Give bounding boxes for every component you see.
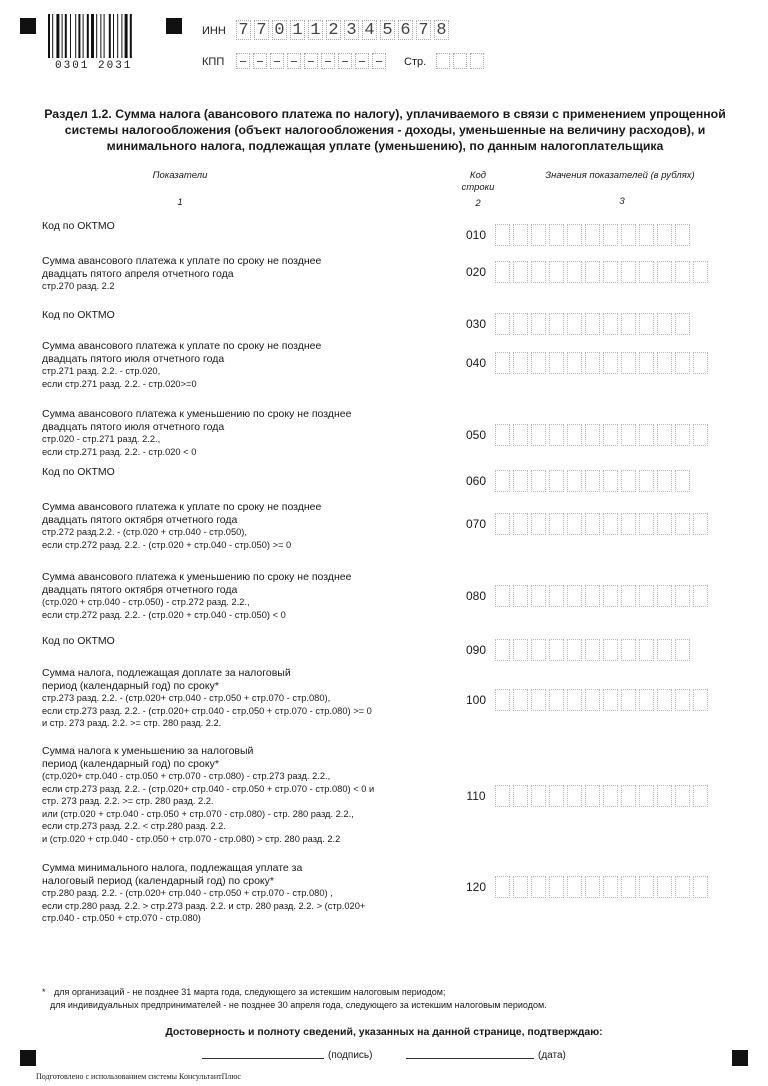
kpp-digit-cell[interactable]: – bbox=[355, 53, 369, 69]
digit-cell[interactable] bbox=[585, 585, 600, 607]
corner-marker-top-left bbox=[20, 18, 36, 34]
row-formula-line: стр.271 разд. 2.2. - стр.020, bbox=[42, 366, 161, 376]
amount-input-020[interactable] bbox=[495, 261, 711, 283]
digit-cell[interactable] bbox=[585, 261, 600, 283]
row-label-030 bbox=[42, 309, 422, 322]
kpp-digit-cell[interactable]: – bbox=[304, 53, 318, 69]
digit-cell[interactable] bbox=[657, 424, 672, 446]
page-number-field[interactable] bbox=[436, 53, 487, 69]
digit-cell[interactable] bbox=[567, 639, 582, 661]
digit-cell[interactable] bbox=[531, 585, 546, 607]
row-formula-line: стр.280 разд. 2.2. - (стр.020+ стр.040 - стр.050 + стр.070 - стр.080) , bbox=[42, 888, 333, 898]
digit-cell[interactable] bbox=[495, 313, 510, 335]
row-formula-line: если стр.272 разд. 2.2. - (стр.020 + стр.040 - стр.050) < 0 bbox=[42, 609, 286, 620]
page-digit-cell[interactable] bbox=[436, 53, 450, 69]
corner-marker-top-center bbox=[166, 18, 182, 34]
digit-cell[interactable] bbox=[639, 352, 654, 374]
digit-cell[interactable] bbox=[567, 876, 582, 898]
row-formula-line: (стр.020 + стр.040 - стр.050) - стр.272 разд. 2.2., bbox=[42, 597, 250, 607]
digit-cell[interactable] bbox=[603, 313, 618, 335]
confirmation-text: Достоверность и полноту сведений, указанных на данной странице, подтверждаю: bbox=[165, 1026, 603, 1038]
row-label-120 bbox=[42, 862, 422, 925]
digit-cell[interactable] bbox=[621, 352, 636, 374]
barcode-bar bbox=[75, 14, 76, 58]
digit-cell[interactable] bbox=[495, 639, 510, 661]
digit-cell[interactable] bbox=[513, 513, 528, 535]
page-digit-cell[interactable] bbox=[453, 53, 467, 69]
kpp-digit-cell[interactable]: – bbox=[253, 53, 267, 69]
barcode-bar bbox=[121, 14, 122, 58]
digit-cell[interactable] bbox=[531, 224, 546, 246]
amount-input-080[interactable] bbox=[495, 585, 711, 607]
row-formula-line: (стр.020+ стр.040 - стр.050 + стр.070 - стр.080) - стр.273 разд. 2.2., bbox=[42, 771, 331, 781]
digit-cell[interactable] bbox=[603, 785, 618, 807]
inn-field[interactable] bbox=[236, 20, 452, 40]
footnote-line-1: для организаций - не позднее 31 марта года, следующего за истекшим налоговым периодом; bbox=[54, 987, 446, 997]
digit-cell[interactable] bbox=[675, 585, 690, 607]
column-header-indicators: Показатели bbox=[152, 170, 208, 181]
source-note: Подготовлено с использованием системы КонсультантПлюс bbox=[36, 1072, 241, 1081]
footnote-mark: * bbox=[42, 987, 46, 997]
digit-cell[interactable] bbox=[639, 224, 654, 246]
barcode-image bbox=[48, 14, 152, 58]
digit-cell[interactable] bbox=[693, 352, 708, 374]
digit-cell[interactable] bbox=[549, 470, 564, 492]
digit-cell[interactable] bbox=[621, 689, 636, 711]
digit-cell[interactable] bbox=[603, 352, 618, 374]
row-label-line: Сумма минимального налога, подлежащая уплате за bbox=[42, 862, 303, 874]
digit-cell[interactable] bbox=[549, 513, 564, 535]
signature-line[interactable] bbox=[202, 1058, 324, 1059]
digit-cell[interactable] bbox=[531, 424, 546, 446]
inn-label: ИНН bbox=[202, 25, 226, 37]
kpp-digit-cell[interactable]: – bbox=[372, 53, 386, 69]
row-label-line: Сумма авансового платежа к уплате по сроку не позднее bbox=[42, 501, 322, 513]
digit-cell[interactable] bbox=[513, 876, 528, 898]
inn-digit-cell[interactable]: 7 bbox=[416, 20, 431, 40]
digit-cell[interactable] bbox=[639, 585, 654, 607]
digit-cell[interactable] bbox=[639, 470, 654, 492]
column-number-3: 3 bbox=[619, 196, 625, 207]
digit-cell[interactable] bbox=[603, 689, 618, 711]
digit-cell[interactable] bbox=[621, 313, 636, 335]
digit-cell[interactable] bbox=[513, 424, 528, 446]
row-code-110: 110 bbox=[466, 789, 486, 803]
digit-cell[interactable] bbox=[531, 689, 546, 711]
inn-digit-cell[interactable]: 3 bbox=[344, 20, 359, 40]
row-label-line: Сумма авансового платежа к уплате по сроку не позднее bbox=[42, 340, 322, 352]
row-code-080: 080 bbox=[465, 589, 487, 603]
inn-digit-cell[interactable]: 8 bbox=[434, 20, 449, 40]
digit-cell[interactable] bbox=[675, 639, 690, 661]
row-label-050 bbox=[42, 408, 422, 458]
row-code-030: 030 bbox=[465, 317, 487, 331]
section-title: Раздел 1.2. Сумма налога (авансового платежа по налогу), уплачиваемого в связи с применением упрощенной системы налогообложения (объект налогообложения - доходы, уменьшенные на величину расходов), и минимального налога, подлежащая уплате (уменьшению), по данным налогоплательщика bbox=[44, 107, 726, 153]
barcode-bar bbox=[96, 14, 97, 58]
digit-cell[interactable] bbox=[621, 261, 636, 283]
digit-cell[interactable] bbox=[675, 785, 690, 807]
digit-cell[interactable] bbox=[495, 876, 510, 898]
digit-cell[interactable] bbox=[567, 470, 582, 492]
digit-cell[interactable] bbox=[531, 352, 546, 374]
kpp-digit-cell[interactable]: – bbox=[287, 53, 301, 69]
barcode-bar bbox=[130, 14, 132, 58]
digit-cell[interactable] bbox=[621, 639, 636, 661]
row-code-050: 050 bbox=[465, 428, 487, 442]
row-label-line: Код по ОКТМО bbox=[42, 635, 115, 647]
digit-cell[interactable] bbox=[567, 689, 582, 711]
inn-digit-cell[interactable]: 6 bbox=[398, 20, 413, 40]
digit-cell[interactable] bbox=[657, 261, 672, 283]
digit-cell[interactable] bbox=[585, 224, 600, 246]
digit-cell[interactable] bbox=[567, 352, 582, 374]
digit-cell[interactable] bbox=[549, 639, 564, 661]
inn-digit-cell[interactable]: 1 bbox=[308, 20, 323, 40]
digit-cell[interactable] bbox=[495, 352, 510, 374]
row-formula-line: если стр.280 разд. 2.2. > стр.273 разд. 2.2. и стр. 280 разд. 2.2. > (стр.020+ bbox=[42, 900, 366, 911]
amount-input-120[interactable] bbox=[495, 876, 711, 898]
footnote-line-2: для индивидуальных предпринимателей - не позднее 30 апреля года, следующего за истекшим налоговым периодом. bbox=[50, 1000, 547, 1010]
row-label-080 bbox=[42, 571, 422, 621]
digit-cell[interactable] bbox=[549, 261, 564, 283]
row-label-line: Сумма налога к уменьшению за налоговый bbox=[42, 745, 254, 757]
digit-cell[interactable] bbox=[657, 785, 672, 807]
digit-cell[interactable] bbox=[657, 585, 672, 607]
digit-cell[interactable] bbox=[657, 689, 672, 711]
row-label-110 bbox=[42, 745, 422, 845]
digit-cell[interactable] bbox=[531, 785, 546, 807]
digit-cell[interactable] bbox=[621, 224, 636, 246]
amount-input-040[interactable] bbox=[495, 352, 711, 374]
digit-cell[interactable] bbox=[603, 470, 618, 492]
digit-cell[interactable] bbox=[585, 352, 600, 374]
digit-cell[interactable] bbox=[567, 585, 582, 607]
page-label: Стр. bbox=[404, 56, 427, 68]
barcode-number: 0301 2031 bbox=[55, 60, 133, 72]
digit-cell[interactable] bbox=[603, 585, 618, 607]
oktmo-input-030[interactable] bbox=[495, 313, 693, 335]
digit-cell[interactable] bbox=[621, 424, 636, 446]
digit-cell[interactable] bbox=[513, 785, 528, 807]
oktmo-input-090[interactable] bbox=[495, 639, 693, 661]
digit-cell[interactable] bbox=[513, 261, 528, 283]
digit-cell[interactable] bbox=[693, 785, 708, 807]
corner-marker-bottom-left bbox=[20, 1050, 36, 1066]
amount-input-050[interactable] bbox=[495, 424, 711, 446]
row-label-line: налоговый период (календарный год) по сроку* bbox=[42, 874, 274, 887]
digit-cell[interactable] bbox=[675, 513, 690, 535]
digit-cell[interactable] bbox=[639, 513, 654, 535]
row-label-100 bbox=[42, 667, 422, 730]
digit-cell[interactable] bbox=[495, 424, 510, 446]
kpp-label: КПП bbox=[202, 56, 225, 68]
column-number-2: 2 bbox=[475, 198, 481, 209]
digit-cell[interactable] bbox=[513, 352, 528, 374]
digit-cell[interactable] bbox=[549, 876, 564, 898]
row-formula-line: и (стр.020 + стр.040 - стр.050 + стр.070 - стр.080) > стр. 280 разд. 2.2 bbox=[42, 833, 341, 844]
digit-cell[interactable] bbox=[693, 424, 708, 446]
digit-cell[interactable] bbox=[585, 424, 600, 446]
column-number-1: 1 bbox=[177, 197, 183, 208]
digit-cell[interactable] bbox=[693, 513, 708, 535]
digit-cell[interactable] bbox=[675, 224, 690, 246]
digit-cell[interactable] bbox=[585, 313, 600, 335]
row-code-060: 060 bbox=[465, 474, 487, 488]
row-label-060 bbox=[42, 466, 422, 479]
date-line[interactable] bbox=[406, 1058, 534, 1059]
oktmo-input-060[interactable] bbox=[495, 470, 693, 492]
barcode-bar bbox=[113, 14, 114, 58]
digit-cell[interactable] bbox=[675, 689, 690, 711]
digit-cell[interactable] bbox=[657, 876, 672, 898]
digit-cell[interactable] bbox=[585, 689, 600, 711]
digit-cell[interactable] bbox=[621, 513, 636, 535]
kpp-digit-cell[interactable]: – bbox=[321, 53, 335, 69]
row-label-line: двадцать пятого октября отчетного года bbox=[42, 513, 238, 526]
digit-cell[interactable] bbox=[693, 689, 708, 711]
row-formula-line: стр. 273 разд. 2.2. >= стр. 280 разд. 2.2. bbox=[42, 796, 214, 806]
barcode-bar bbox=[117, 14, 118, 58]
column-header-values: Значения показателей (в рублях) bbox=[545, 170, 695, 181]
digit-cell[interactable] bbox=[495, 585, 510, 607]
digit-cell[interactable] bbox=[495, 785, 510, 807]
digit-cell[interactable] bbox=[549, 689, 564, 711]
digit-cell[interactable] bbox=[495, 470, 510, 492]
digit-cell[interactable] bbox=[549, 313, 564, 335]
digit-cell[interactable] bbox=[639, 689, 654, 711]
inn-digit-cell[interactable]: 7 bbox=[236, 20, 251, 40]
digit-cell[interactable] bbox=[513, 689, 528, 711]
row-label-line: период (календарный год) по сроку* bbox=[42, 757, 219, 770]
digit-cell[interactable] bbox=[567, 785, 582, 807]
digit-cell[interactable] bbox=[531, 513, 546, 535]
digit-cell[interactable] bbox=[531, 876, 546, 898]
digit-cell[interactable] bbox=[639, 639, 654, 661]
barcode-bar bbox=[87, 14, 89, 58]
inn-digit-cell[interactable]: 5 bbox=[380, 20, 395, 40]
digit-cell[interactable] bbox=[549, 785, 564, 807]
digit-cell[interactable] bbox=[657, 513, 672, 535]
row-label-070 bbox=[42, 501, 422, 551]
column-header-code: Код строки bbox=[461, 170, 495, 193]
digit-cell[interactable] bbox=[657, 224, 672, 246]
digit-cell[interactable] bbox=[621, 876, 636, 898]
page-digit-cell[interactable] bbox=[470, 53, 484, 69]
row-code-120: 120 bbox=[465, 880, 487, 894]
barcode-bar bbox=[56, 14, 59, 58]
barcode-bar bbox=[109, 14, 111, 58]
digit-cell[interactable] bbox=[657, 470, 672, 492]
barcode-bar bbox=[83, 14, 84, 58]
digit-cell[interactable] bbox=[585, 876, 600, 898]
digit-cell[interactable] bbox=[495, 261, 510, 283]
row-label-line: Код по ОКТМО bbox=[42, 220, 115, 232]
row-formula-line: если стр.273 разд. 2.2. - (стр.020+ стр.040 - стр.050 + стр.070 - стр.080) < 0 и bbox=[42, 783, 375, 794]
digit-cell[interactable] bbox=[531, 261, 546, 283]
kpp-digit-cell[interactable]: – bbox=[338, 53, 352, 69]
row-formula-line: стр.272 разд.2.2. - (стр.020 + стр.040 - стр.050), bbox=[42, 527, 247, 537]
row-label-line: двадцать пятого июля отчетного года bbox=[42, 420, 225, 433]
barcode-bar bbox=[104, 14, 105, 58]
barcode-bar bbox=[62, 14, 63, 58]
row-formula-line: если стр.272 разд. 2.2. - (стр.020 + стр.040 - стр.050) >= 0 bbox=[42, 539, 292, 550]
signature-label: (подпись) bbox=[328, 1050, 373, 1061]
digit-cell[interactable] bbox=[639, 313, 654, 335]
row-formula-line: стр.270 разд. 2.2 bbox=[42, 281, 115, 291]
row-label-line: Код по ОКТМО bbox=[42, 466, 115, 478]
oktmo-input-010[interactable] bbox=[495, 224, 693, 246]
digit-cell[interactable] bbox=[549, 585, 564, 607]
digit-cell[interactable] bbox=[549, 352, 564, 374]
row-label-020 bbox=[42, 255, 422, 293]
digit-cell[interactable] bbox=[495, 513, 510, 535]
barcode-bar bbox=[65, 14, 67, 58]
inn-digit-cell[interactable]: 4 bbox=[362, 20, 377, 40]
row-label-line: двадцать пятого октября отчетного года bbox=[42, 583, 238, 596]
digit-cell[interactable] bbox=[567, 224, 582, 246]
barcode-bar bbox=[70, 14, 71, 58]
row-label-line: Сумма налога, подлежащая доплате за налоговый bbox=[42, 667, 291, 679]
row-label-line: Сумма авансового платежа к уменьшению по сроку не позднее bbox=[42, 571, 352, 583]
digit-cell[interactable] bbox=[567, 261, 582, 283]
digit-cell[interactable] bbox=[513, 585, 528, 607]
digit-cell[interactable] bbox=[675, 876, 690, 898]
row-code-090: 090 bbox=[465, 643, 487, 657]
digit-cell[interactable] bbox=[603, 876, 618, 898]
digit-cell[interactable] bbox=[621, 785, 636, 807]
digit-cell[interactable] bbox=[639, 261, 654, 283]
digit-cell[interactable] bbox=[675, 424, 690, 446]
row-code-040: 040 bbox=[465, 356, 487, 370]
row-formula-line: или (стр.020 + стр.040 - стр.050 + стр.070 - стр.080) - стр. 280 разд. 2.2., bbox=[42, 808, 354, 819]
row-label-090 bbox=[42, 635, 422, 648]
digit-cell[interactable] bbox=[603, 261, 618, 283]
digit-cell[interactable] bbox=[657, 639, 672, 661]
digit-cell[interactable] bbox=[513, 470, 528, 492]
barcode-bar bbox=[48, 14, 50, 58]
kpp-digit-cell[interactable]: – bbox=[270, 53, 284, 69]
digit-cell[interactable] bbox=[513, 224, 528, 246]
digit-cell[interactable] bbox=[585, 785, 600, 807]
digit-cell[interactable] bbox=[567, 313, 582, 335]
digit-cell[interactable] bbox=[639, 424, 654, 446]
row-code-020: 020 bbox=[465, 265, 487, 279]
row-formula-line: если стр.273 разд. 2.2. - (стр.020+ стр.040 - стр.050 + стр.070 - стр.080) >= 0 bbox=[42, 705, 372, 716]
digit-cell[interactable] bbox=[639, 785, 654, 807]
row-formula-line: стр.020 - стр.271 разд. 2.2., bbox=[42, 434, 161, 444]
amount-input-110[interactable] bbox=[495, 785, 711, 807]
inn-digit-cell[interactable]: 2 bbox=[326, 20, 341, 40]
barcode-bar bbox=[91, 14, 94, 58]
digit-cell[interactable] bbox=[657, 352, 672, 374]
digit-cell[interactable] bbox=[549, 424, 564, 446]
digit-cell[interactable] bbox=[603, 639, 618, 661]
digit-cell[interactable] bbox=[675, 470, 690, 492]
row-formula-line: если стр.271 разд. 2.2. - стр.020 < 0 bbox=[42, 446, 197, 457]
digit-cell[interactable] bbox=[585, 513, 600, 535]
amount-input-100[interactable] bbox=[495, 689, 711, 711]
row-label-040 bbox=[42, 340, 422, 390]
digit-cell[interactable] bbox=[567, 513, 582, 535]
row-label-line: двадцать пятого апреля отчетного года bbox=[42, 267, 234, 280]
digit-cell[interactable] bbox=[603, 513, 618, 535]
digit-cell[interactable] bbox=[639, 876, 654, 898]
digit-cell[interactable] bbox=[513, 639, 528, 661]
row-code-070: 070 bbox=[465, 517, 487, 531]
digit-cell[interactable] bbox=[675, 261, 690, 283]
kpp-field[interactable] bbox=[236, 53, 389, 69]
digit-cell[interactable] bbox=[549, 224, 564, 246]
digit-cell[interactable] bbox=[531, 470, 546, 492]
kpp-digit-cell[interactable]: – bbox=[236, 53, 250, 69]
digit-cell[interactable] bbox=[621, 585, 636, 607]
digit-cell[interactable] bbox=[585, 639, 600, 661]
inn-digit-cell[interactable]: 0 bbox=[272, 20, 287, 40]
digit-cell[interactable] bbox=[495, 689, 510, 711]
barcode-bar bbox=[100, 14, 101, 58]
inn-digit-cell[interactable]: 7 bbox=[254, 20, 269, 40]
row-formula-line: стр.040 - стр.050 + стр.070 - стр.080) bbox=[42, 913, 201, 923]
digit-cell[interactable] bbox=[531, 639, 546, 661]
digit-cell[interactable] bbox=[603, 224, 618, 246]
row-code-100: 100 bbox=[465, 693, 487, 707]
digit-cell[interactable] bbox=[603, 424, 618, 446]
digit-cell[interactable] bbox=[513, 313, 528, 335]
row-label-line: Сумма авансового платежа к уплате по сроку не позднее bbox=[42, 255, 322, 267]
row-label-line: Сумма авансового платежа к уменьшению по сроку не позднее bbox=[42, 408, 352, 420]
row-formula-line: и стр. 273 разд. 2.2. >= стр. 280 разд. 2.2. bbox=[42, 718, 222, 728]
digit-cell[interactable] bbox=[693, 585, 708, 607]
row-formula-line: стр.273 разд. 2.2. - (стр.020+ стр.040 - стр.050 + стр.070 - стр.080), bbox=[42, 693, 331, 703]
digit-cell[interactable] bbox=[675, 313, 690, 335]
digit-cell[interactable] bbox=[657, 313, 672, 335]
amount-input-070[interactable] bbox=[495, 513, 711, 535]
corner-marker-bottom-right bbox=[732, 1050, 748, 1066]
digit-cell[interactable] bbox=[531, 313, 546, 335]
digit-cell[interactable] bbox=[621, 470, 636, 492]
row-formula-line: если стр.273 разд. 2.2. < стр.280 разд. 2.2. bbox=[42, 821, 226, 831]
footnote bbox=[42, 986, 547, 1012]
barcode-bar bbox=[125, 14, 128, 58]
row-label-line: Код по ОКТМО bbox=[42, 309, 115, 321]
digit-cell[interactable] bbox=[693, 261, 708, 283]
digit-cell[interactable] bbox=[567, 424, 582, 446]
row-label-line: двадцать пятого июля отчетного года bbox=[42, 352, 225, 365]
inn-digit-cell[interactable]: 1 bbox=[290, 20, 305, 40]
row-formula-line: если стр.271 разд. 2.2. - стр.020>=0 bbox=[42, 378, 197, 389]
date-label: (дата) bbox=[538, 1050, 566, 1061]
digit-cell[interactable] bbox=[693, 876, 708, 898]
digit-cell[interactable] bbox=[585, 470, 600, 492]
row-label-line: период (календарный год) по сроку* bbox=[42, 679, 219, 692]
barcode-bar bbox=[52, 14, 53, 58]
row-code-010: 010 bbox=[465, 228, 487, 242]
digit-cell[interactable] bbox=[495, 224, 510, 246]
digit-cell[interactable] bbox=[675, 352, 690, 374]
row-label-010 bbox=[42, 220, 422, 233]
barcode-bar bbox=[78, 14, 80, 58]
